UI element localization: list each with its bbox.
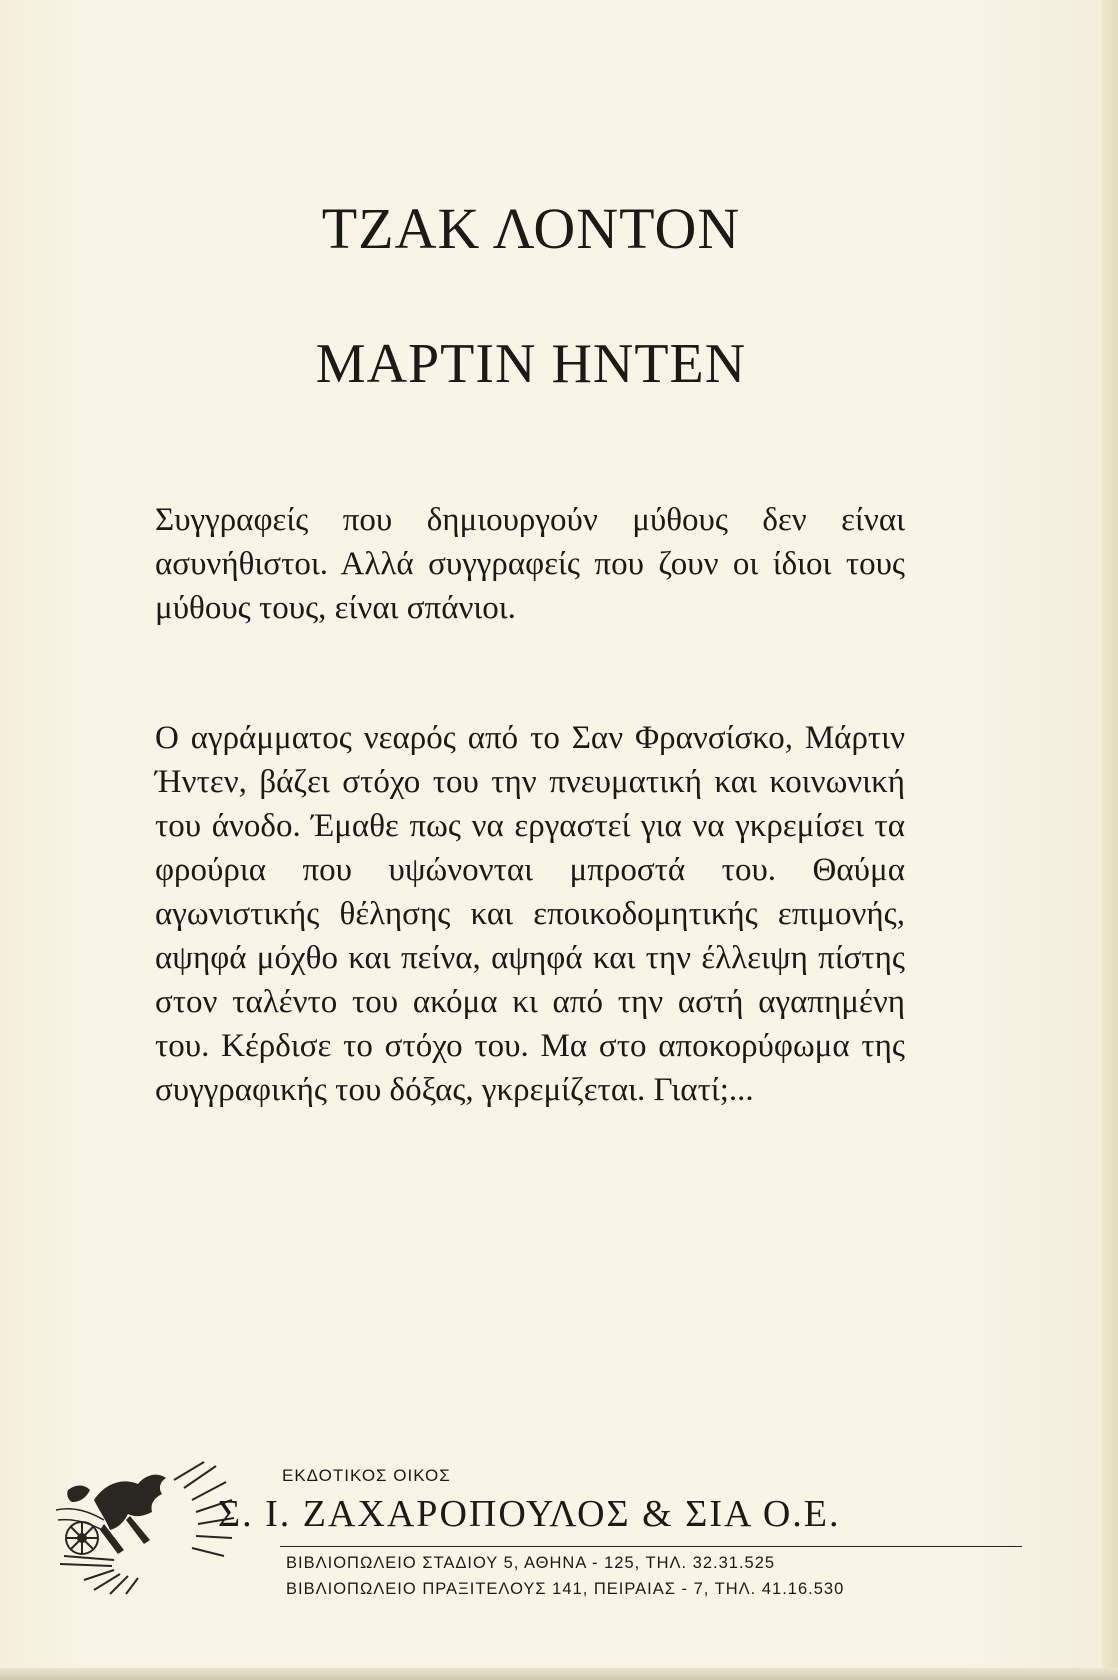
cover-bottom-edge <box>0 1668 1118 1680</box>
blurb-paragraph-2: Ο αγράμματος νεαρός από το Σαν Φρανσίσκο, Μάρτιν Ήντεν, βάζει στόχο του την πνευματική και κοινωνική του άνοδο. Έμαθε πως να εργαστεί για να γκρεμίσει τα φρούρια που υψώνονται μπροστά του. Θαύμα αγωνιστικής θέλησης και εποικοδομητικής επιμονής, αψηφά μόχθο και πείνα, αψηφά και την έλλειψη πίστης στον ταλέντο του ακόμα κι από την αστή αγαπημένη του. Κέρδισε το στόχο του. Μα στο αποκορύφωμα της συγγραφικής του δόξας, γκρεμίζεται. Γιατί;... <box>155 720 905 1108</box>
cover-right-edge <box>1102 0 1118 1680</box>
publisher-address-piraeus: ΒΙΒΛΙΟΠΩΛΕΙΟ ΠΡΑΞΙΤΕΛΟΥΣ 141, ΠΕΙΡΑΙΑΣ - 7, ΤΗΛ. 41.16.530 <box>286 1580 845 1598</box>
author-name: ΤΖΑΚ ΛΟΝΤΟΝ <box>321 196 741 261</box>
blurb-paragraph-1: Συγγραφείς που δημιουργούν μύθους δεν είναι ασυνήθιστοι. Αλλά συγγραφείς που ζουν οι ίδιοι τους μύθους τους, είναι σπάνιοι. <box>155 502 905 626</box>
publisher-address-athens: ΒΙΒΛΙΟΠΩΛΕΙΟ ΣΤΑΔΙΟΥ 5, ΑΘΗΝΑ - 125, ΤΗΛ. 32.31.525 <box>286 1554 776 1572</box>
book-title: ΜΑΡΤΙΝ ΗΝΤΕΝ <box>315 333 747 395</box>
publisher-block <box>54 1460 1014 1600</box>
publisher-divider <box>280 1546 1022 1547</box>
publisher-label: ΕΚΔΟΤΙΚΟΣ ΟΙΚΟΣ <box>282 1466 451 1485</box>
publisher-name: Σ. Ι. ΖΑΧΑΡΟΠΟΥΛΟΣ & ΣΙΑ Ο.Ε. <box>218 1493 841 1535</box>
